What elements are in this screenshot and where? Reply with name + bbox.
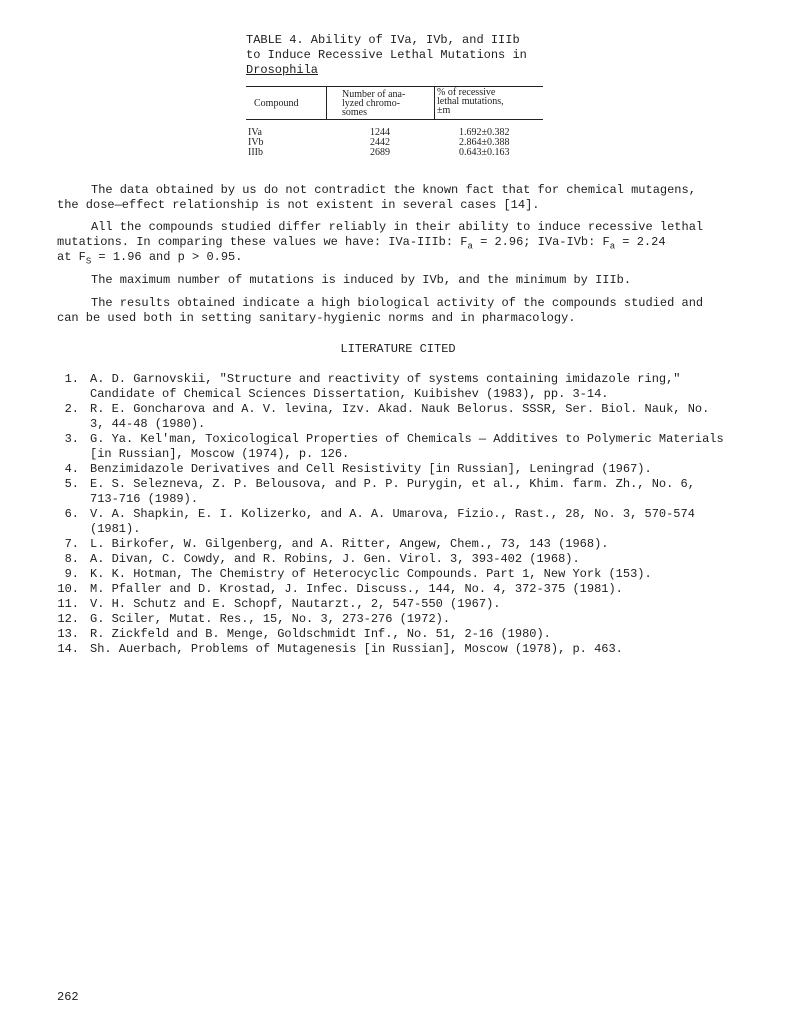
- reference-number: 8.: [64, 552, 79, 566]
- reference-text: [90, 402, 757, 432]
- reference-list: [57, 372, 757, 657]
- reference-line: G. Ya. Kel'man, Toxicological Properties of Chemicals — Additives to Polymeric Materials: [90, 432, 724, 446]
- table-cell-number: 2442: [370, 137, 390, 148]
- table-caption-line: Drosophila: [246, 63, 319, 77]
- column-header-compound: Compound: [254, 98, 299, 109]
- table-cell-compound: IVb: [248, 137, 264, 148]
- subscript: a: [609, 241, 616, 252]
- reference-item: [57, 582, 757, 597]
- subscript: a: [467, 241, 473, 252]
- reference-line: M. Pfaller and D. Krostad, J. Infec. Discuss., 144, No. 4, 372-375 (1981).: [90, 582, 623, 596]
- body-paragraph: [57, 220, 727, 265]
- reference-line: Sh. Auerbach, Problems of Mutagenesis [in Russian], Moscow (1978), p. 463.: [90, 642, 623, 656]
- text-span: mutations. In comparing these values we have: IVa-IIIb: F: [57, 235, 468, 249]
- paragraph-line: [57, 250, 727, 265]
- table-cell-percent: 1.692±0.382: [459, 127, 510, 138]
- reference-item: [57, 567, 757, 582]
- reference-item: [57, 432, 757, 462]
- body-paragraph: [57, 296, 727, 326]
- table-column-divider: [434, 86, 435, 119]
- paragraph-line: the dose—effect relationship is not existent in several cases [14].: [57, 198, 540, 212]
- reference-item: [57, 402, 757, 432]
- reference-line: L. Birkofer, W. Gilgenberg, and A. Ritter, Angew, Chem., 73, 143 (1968).: [90, 537, 609, 551]
- reference-line: K. K. Hotman, The Chemistry of Heterocyclic Compounds. Part 1, New York (153).: [90, 567, 652, 581]
- reference-number: 5.: [64, 477, 79, 491]
- reference-line: [in Russian], Moscow (1974), p. 126.: [90, 447, 350, 461]
- reference-line: 713-716 (1989).: [90, 492, 199, 506]
- table-cell-percent: 0.643±0.163: [459, 147, 510, 158]
- reference-item: [57, 552, 757, 567]
- table-cell-percent: 2.864±0.388: [459, 137, 510, 148]
- table-caption: [246, 33, 546, 78]
- paragraph-line: can be used both in setting sanitary-hygienic norms and in pharmacology.: [57, 311, 576, 325]
- reference-text: [90, 567, 757, 582]
- reference-text: [90, 372, 757, 402]
- paragraph-line: The results obtained indicate a high biological activity of the compounds studied and: [91, 296, 704, 310]
- literature-heading: LITERATURE CITED: [340, 342, 456, 356]
- reference-text: [90, 537, 757, 552]
- table-top-rule: [246, 86, 543, 87]
- reference-line: E. S. Selezneva, Z. P. Belousova, and P. P. Purygin, et al., Khim. farm. Zh., No. 6,: [90, 477, 695, 491]
- reference-item: [57, 627, 757, 642]
- reference-text: [90, 477, 757, 507]
- data-table: [246, 86, 543, 166]
- reference-number: 2.: [64, 402, 79, 416]
- reference-number: 12.: [57, 612, 79, 626]
- reference-text: [90, 612, 757, 627]
- body-paragraph: [57, 183, 727, 213]
- reference-line: R. E. Goncharova and A. V. levina, Izv. Akad. Nauk Belorus. SSSR, Ser. Biol. Nauk, No.: [90, 402, 710, 416]
- reference-item: [57, 372, 757, 402]
- reference-item: [57, 612, 757, 627]
- reference-line: (1981).: [90, 522, 141, 536]
- reference-text: [90, 642, 757, 657]
- reference-number: 3.: [64, 432, 79, 446]
- reference-item: [57, 537, 757, 552]
- table-cell-compound: IIIb: [248, 147, 263, 158]
- paragraph-line: The maximum number of mutations is induced by IVb, and the minimum by IIIb.: [91, 273, 632, 287]
- table-header-rule: [246, 119, 543, 120]
- reference-number: 4.: [64, 462, 79, 476]
- reference-text: [90, 597, 757, 612]
- text-span: = 2.24: [615, 235, 666, 249]
- table-cell-compound: IVa: [248, 127, 262, 138]
- column-header-number: Number of ana- lyzed chromo- somes: [342, 89, 406, 118]
- reference-text: [90, 627, 757, 642]
- body-paragraph: [57, 273, 727, 288]
- reference-number: 1.: [64, 372, 79, 386]
- text-span: at F: [57, 250, 86, 264]
- text-span: = 2.96; IVa-IVb: F: [472, 235, 610, 249]
- subscript: S: [85, 256, 92, 267]
- table-cell-number: 1244: [370, 127, 390, 138]
- reference-line: V. A. Shapkin, E. I. Kolizerko, and A. A. Umarova, Fizio., Rast., 28, No. 3, 570-574: [90, 507, 695, 521]
- reference-line: A. Divan, C. Cowdy, and R. Robins, J. Gen. Virol. 3, 393-402 (1968).: [90, 552, 580, 566]
- reference-line: A. D. Garnovskii, "Structure and reactivity of systems containing imidazole ring,": [90, 372, 681, 386]
- reference-text: [90, 582, 757, 597]
- reference-number: 13.: [57, 627, 79, 641]
- reference-text: [90, 552, 757, 567]
- text-span: = 1.96 and p > 0.95.: [91, 250, 243, 264]
- paragraph-line: [57, 235, 727, 250]
- reference-item: [57, 642, 757, 657]
- reference-text: [90, 507, 757, 537]
- reference-line: 3, 44-48 (1980).: [90, 417, 206, 431]
- reference-item: [57, 477, 757, 507]
- page-number: 262: [57, 990, 79, 1004]
- paragraph-line: All the compounds studied differ reliably in their ability to induce recessive lethal: [91, 220, 704, 234]
- reference-line: Candidate of Chemical Sciences Dissertation, Kuibishev (1983), pp. 3-14.: [90, 387, 609, 401]
- reference-item: [57, 597, 757, 612]
- reference-line: G. Sciler, Mutat. Res., 15, No. 3, 273-276 (1972).: [90, 612, 451, 626]
- paragraph-line: The data obtained by us do not contradict the known fact that for chemical mutagens,: [91, 183, 696, 197]
- reference-line: Benzimidazole Derivatives and Cell Resistivity [in Russian], Leningrad (1967).: [90, 462, 652, 476]
- reference-number: 6.: [64, 507, 79, 521]
- reference-number: 9.: [64, 567, 79, 581]
- table-cell-number: 2689: [370, 147, 390, 158]
- reference-text: [90, 462, 757, 477]
- reference-item: [57, 507, 757, 537]
- reference-number: 10.: [57, 582, 79, 596]
- reference-line: V. H. Schutz and E. Schopf, Nautarzt., 2, 547-550 (1967).: [90, 597, 501, 611]
- reference-number: 11.: [57, 597, 79, 611]
- reference-item: [57, 462, 757, 477]
- reference-line: R. Zickfeld and B. Menge, Goldschmidt Inf., No. 51, 2-16 (1980).: [90, 627, 551, 641]
- table-caption-line: to Induce Recessive Lethal Mutations in: [246, 48, 527, 62]
- table-caption-line: TABLE 4. Ability of IVa, IVb, and IIIb: [246, 33, 520, 47]
- reference-number: 7.: [64, 537, 79, 551]
- column-header-percent: % of recessive lethal mutations, ±m: [437, 87, 504, 116]
- reference-number: 14.: [57, 642, 79, 656]
- table-column-divider: [326, 86, 327, 119]
- reference-text: [90, 432, 757, 462]
